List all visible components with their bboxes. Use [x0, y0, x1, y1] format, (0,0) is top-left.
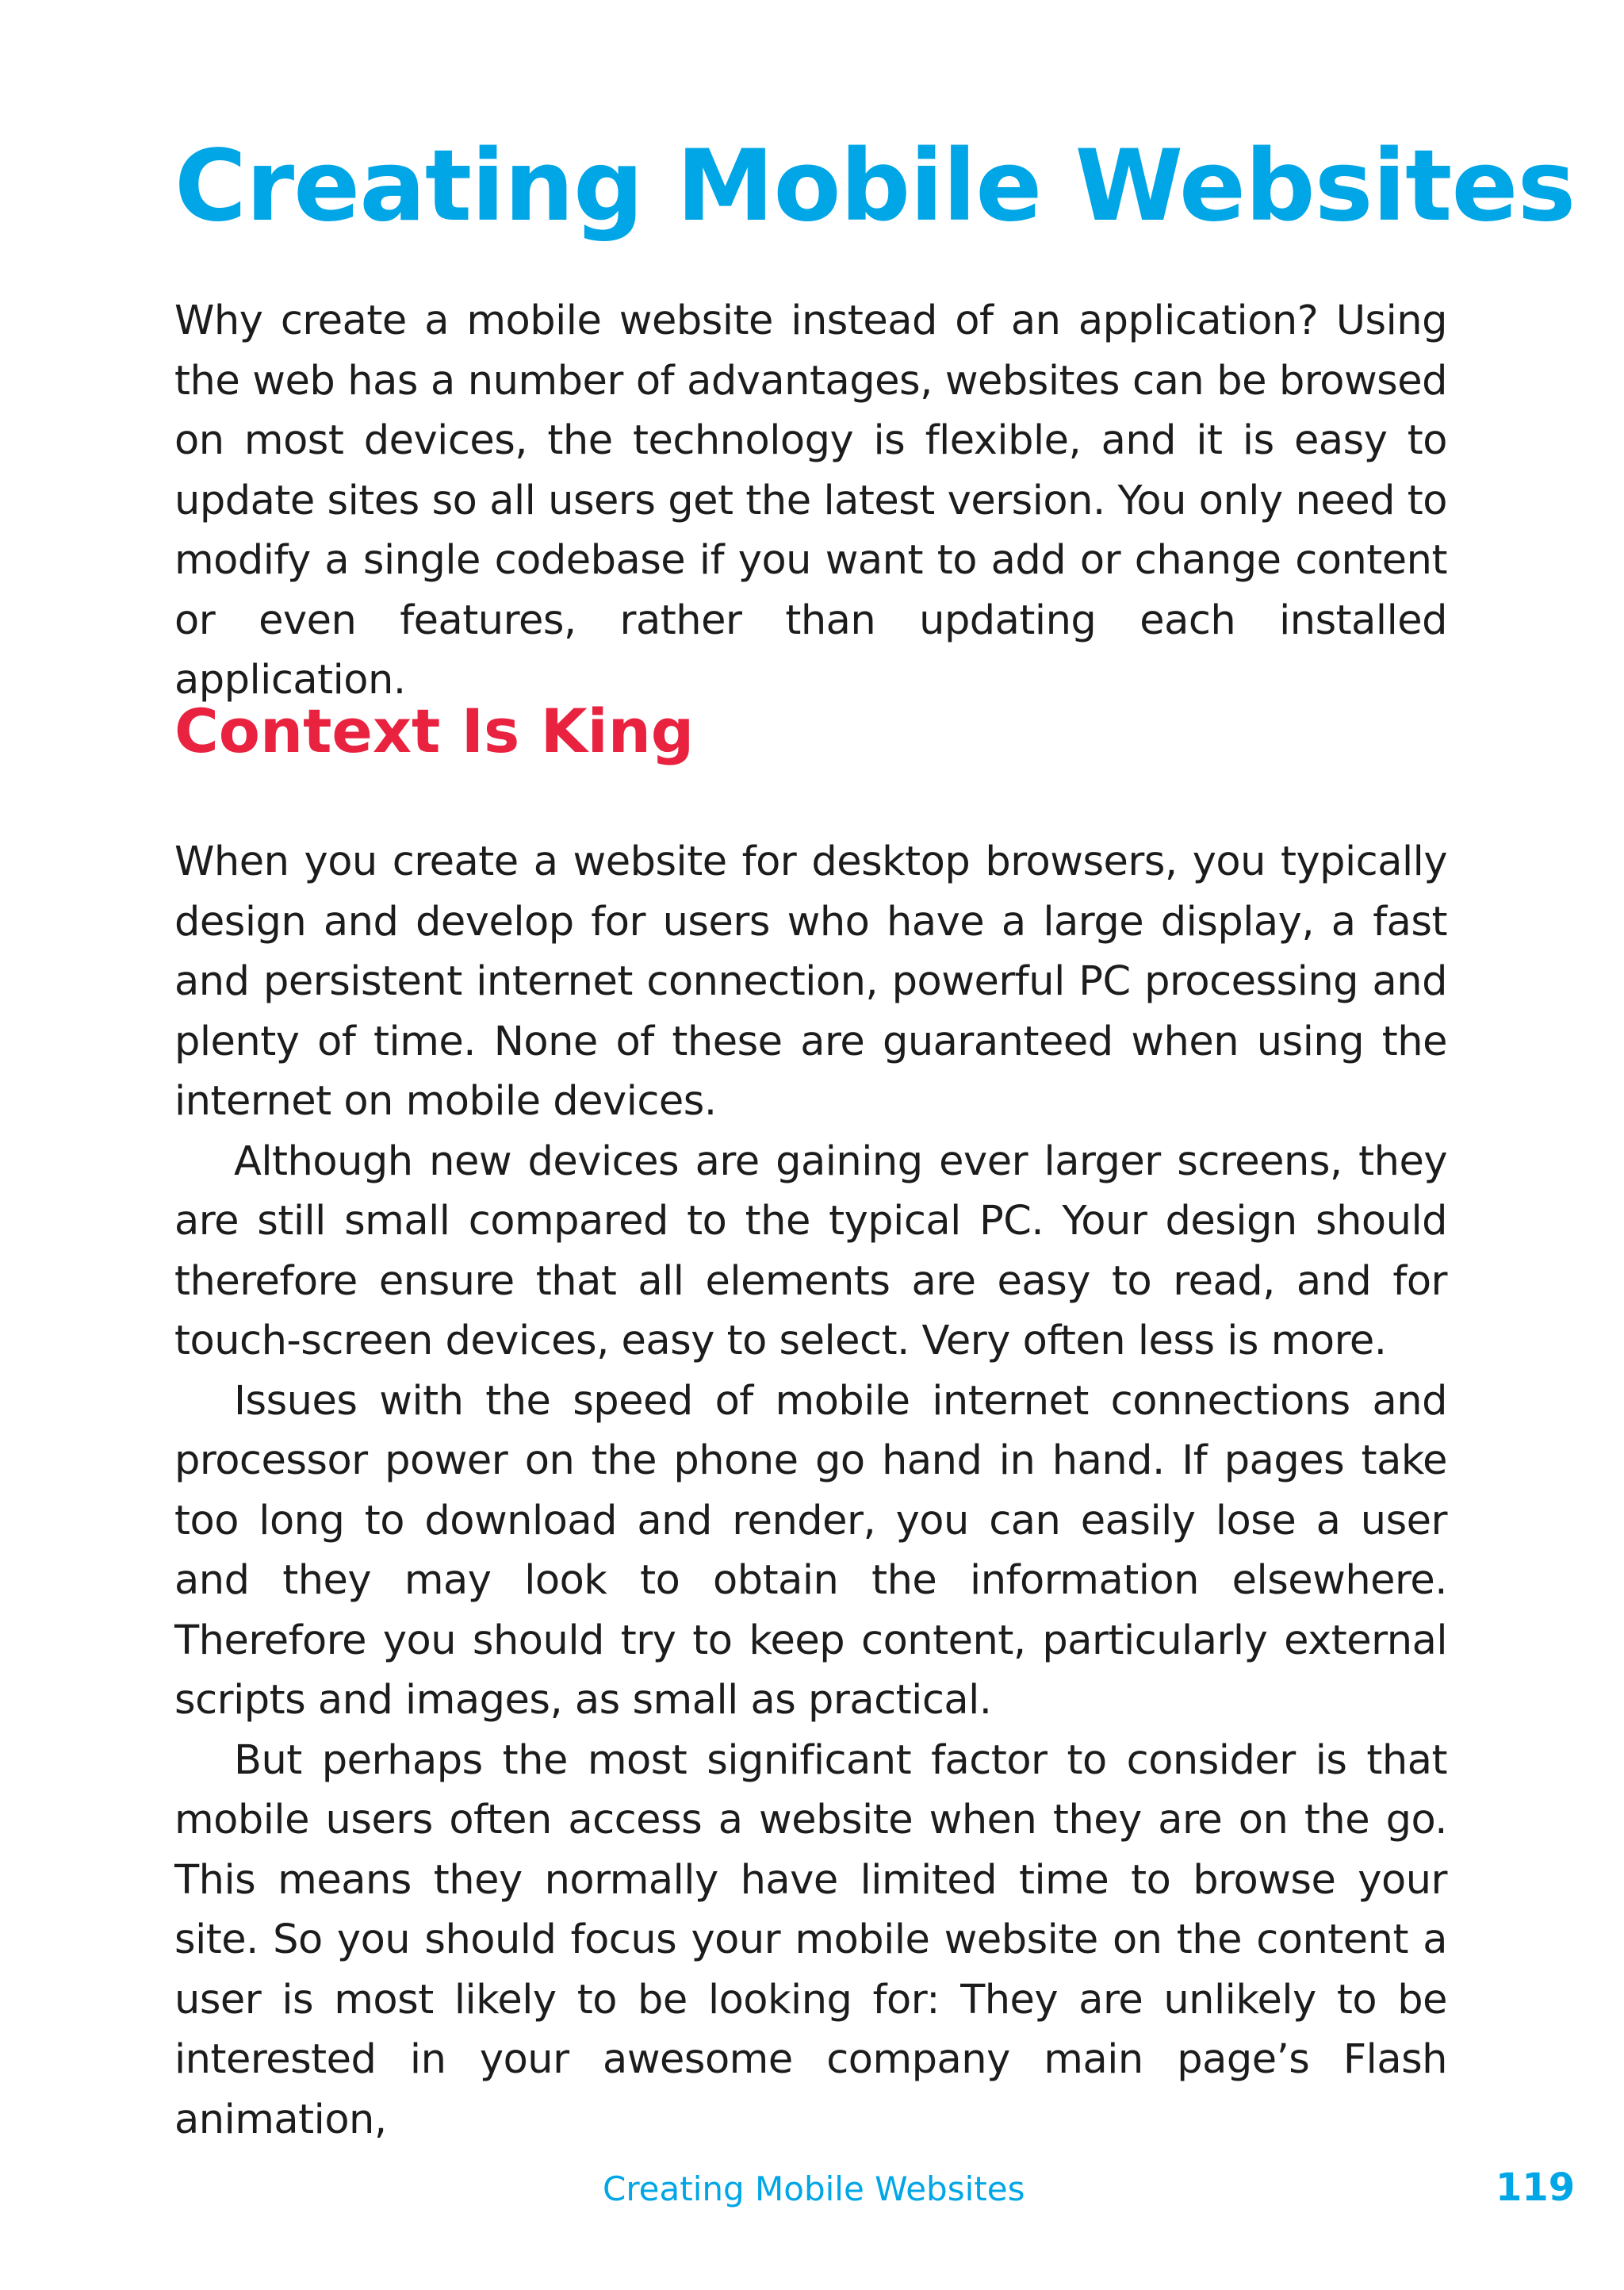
section-body — [174, 832, 1447, 2150]
section-heading: Context Is King — [174, 696, 695, 766]
section-paragraph: When you create a website for desktop browsers, you typically design and develop for users who have a large display, a fast and persistent internet connection, powerful PC processing and plenty of time. None of these are guaranteed when using the internet on mobile devices. — [174, 838, 1447, 1125]
page-number: 119 — [1496, 2165, 1576, 2210]
page-title: Creating Mobile Websites — [174, 129, 1576, 244]
section-paragraph: But perhaps the most significant factor to consider is that mobile users often access a website when they are on the go. This means they normally have limited time to browse your site. So you should focus your mobile website on the content a user is most likely to be looking for: They are unlikely to be interested in your awesome company main page’s Flash animation, — [174, 1736, 1447, 2143]
running-footer-title: Creating Mobile Websites — [603, 2169, 1025, 2208]
intro-paragraph: Why create a mobile website instead of an application? Using the web has a number of advantages, websites can be browsed on most devices, the technology is flexible, and it is easy to update sites so all users get the latest version. You only need to modify a single codebase if you want to add or change content or even features, rather than updating each installed application. — [174, 297, 1447, 704]
section-paragraph: Issues with the speed of mobile internet connections and processor power on the phone go hand in hand. If pages take too long to download and render, you can easily lose a user and they may look to obtain the information elsewhere. Therefore you should try to keep content, particularly external scripts and images, as small as practical. — [174, 1377, 1447, 1724]
section-paragraph: Although new devices are gaining ever larger screens, they are still small compared to the typical PC. Your design should therefore ensure that all elements are easy to read, and for touch-screen devices, easy to select. Very often less is more. — [174, 1137, 1447, 1364]
